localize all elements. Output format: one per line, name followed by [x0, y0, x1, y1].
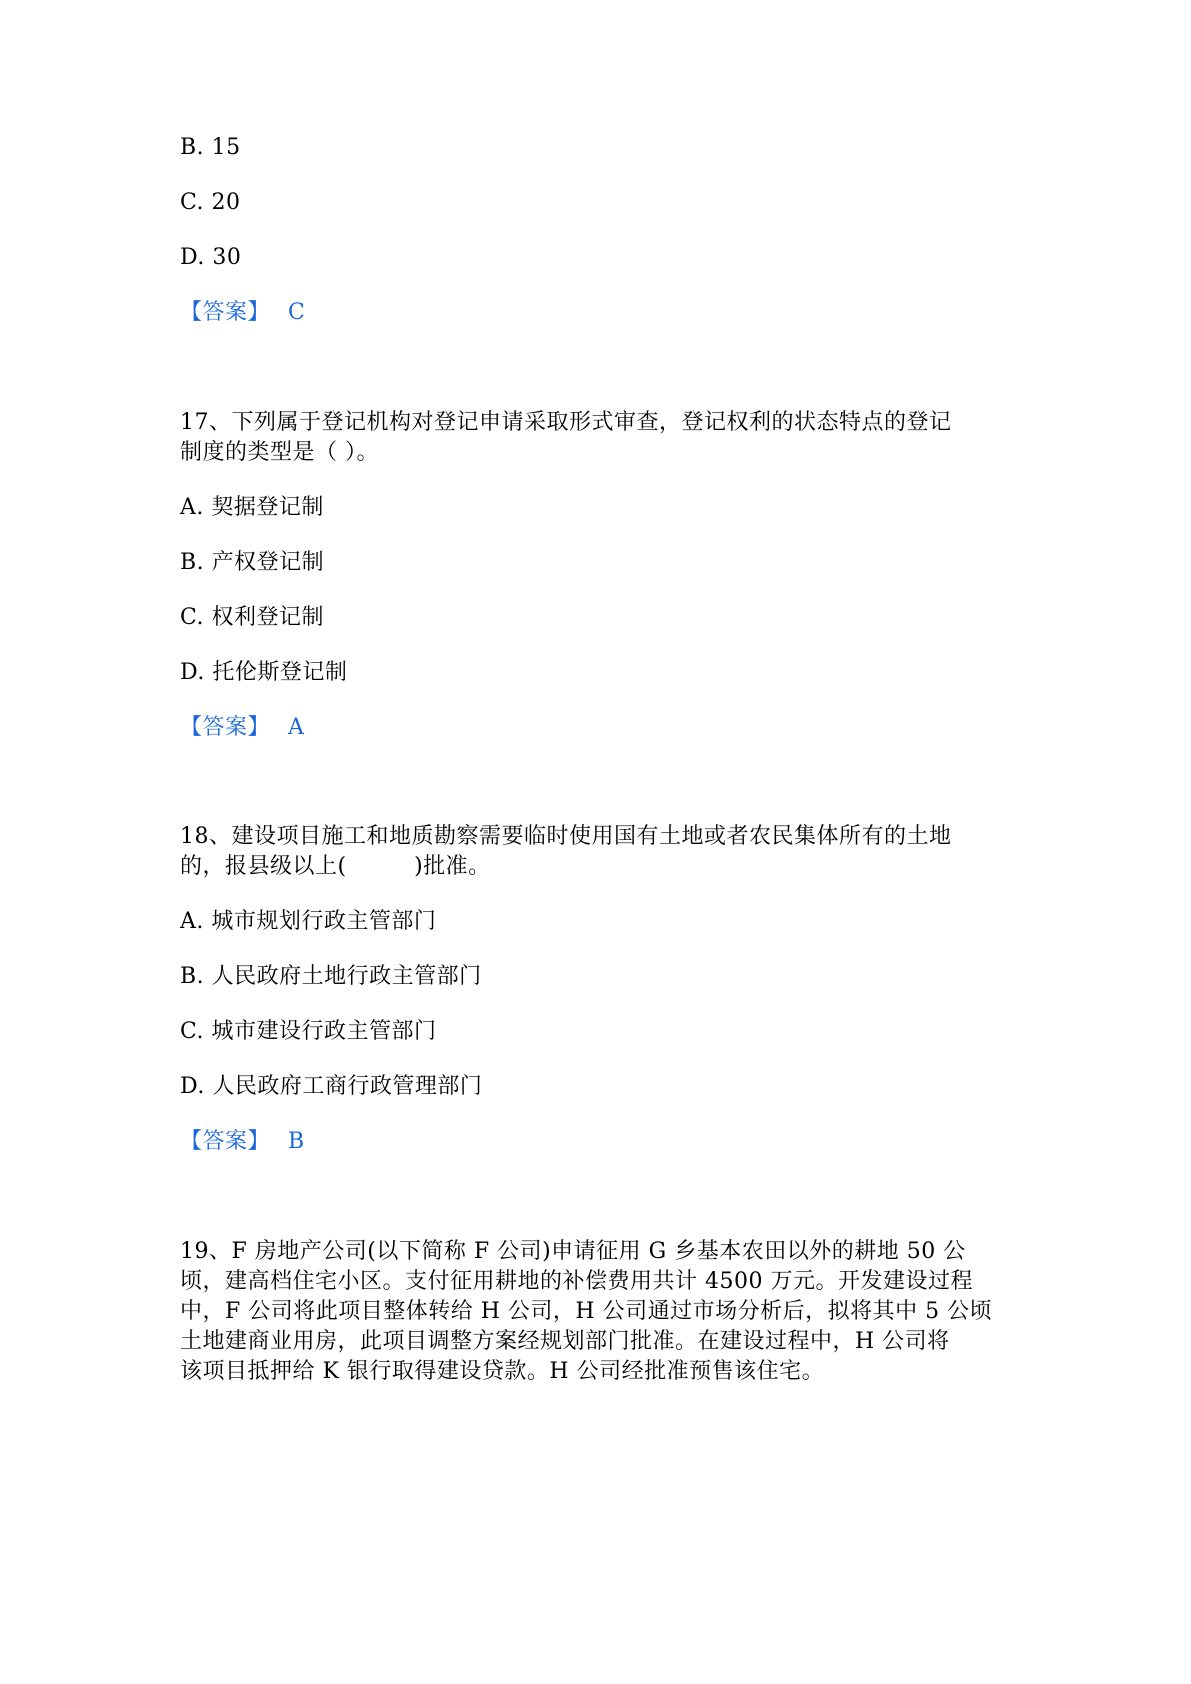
q18-answer-value: B [288, 1129, 305, 1154]
q19-stem-line: 土地建商业用房，此项目调整方案经规划部门批准。在建设过程中，H 公司将 [180, 1329, 950, 1354]
q17-stem-line: 17、下列属于登记机构对登记申请采取形式审查，登记权利的状态特点的登记 [180, 410, 952, 435]
q18-stem [180, 822, 1020, 882]
q17-option-c: C. 权利登记制 [180, 605, 325, 630]
q17-stem-line: 制度的类型是（ ）。 [180, 440, 379, 465]
q18-option-a: A. 城市规划行政主管部门 [180, 909, 437, 934]
q19-stem-line: 中，F 公司将此项目整体转给 H 公司，H 公司通过市场分析后，拟将其中 5 公顷 [180, 1299, 993, 1324]
q17-answer [180, 713, 304, 743]
q18-answer-label: 【答案】 [180, 1129, 271, 1154]
q18-answer [180, 1127, 305, 1157]
q18-stem-line: 18、建设项目施工和地质勘察需要临时使用国有土地或者农民集体所有的土地 [180, 824, 952, 849]
q17-option-d: D. 托伦斯登记制 [180, 660, 348, 685]
q16-answer-value: C [288, 300, 306, 325]
q16-option-c: C. 20 [180, 190, 241, 215]
q17-option-b: B. 产权登记制 [180, 550, 325, 575]
q17-answer-value: A [288, 715, 305, 740]
q19-stem [180, 1237, 1020, 1387]
q19-stem-line: 顷，建高档住宅小区。支付征用耕地的补偿费用共计 4500 万元。开发建设过程 [180, 1269, 973, 1294]
q16-option-b: B. 15 [180, 135, 241, 160]
q16-option-d: D. 30 [180, 245, 242, 270]
q19-stem-line: 19、F 房地产公司(以下简称 F 公司)申请征用 G 乡基本农田以外的耕地 50 公 [180, 1239, 966, 1264]
q18-stem-line: 的，报县级以上( )批准。 [180, 854, 491, 879]
q18-option-b: B. 人民政府土地行政主管部门 [180, 964, 482, 989]
q18-option-c: C. 城市建设行政主管部门 [180, 1019, 437, 1044]
q16-answer-label: 【答案】 [180, 300, 271, 325]
q17-option-a: A. 契据登记制 [180, 495, 324, 520]
q17-answer-label: 【答案】 [180, 715, 271, 740]
q16-answer [180, 298, 305, 328]
q19-stem-line: 该项目抵押给 K 银行取得建设贷款。H 公司经批准预售该住宅。 [180, 1359, 825, 1384]
q17-stem [180, 408, 1020, 468]
q18-option-d: D. 人民政府工商行政管理部门 [180, 1074, 483, 1099]
